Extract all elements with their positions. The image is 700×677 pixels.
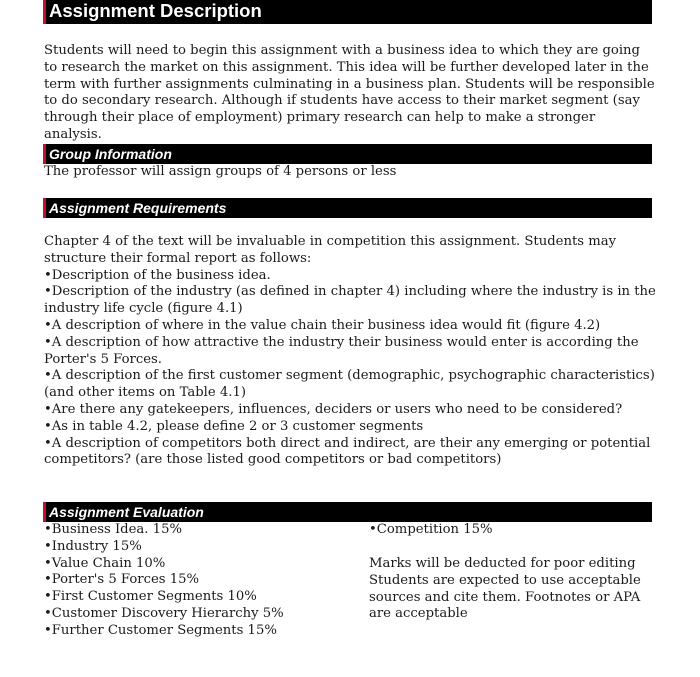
assignment-requirements-body (44, 234, 656, 469)
evaluation-right-column (369, 522, 493, 539)
assignment-evaluation-heading: Assignment Evaluation (43, 502, 652, 522)
assignment-description-heading: Assignment Description (43, 0, 652, 24)
requirement-item: •A description of the first customer segment (demographic, psychographic characteristics) (and other items on Table 4.1) (44, 368, 655, 401)
evaluation-item: •First Customer Segments 10% (44, 589, 257, 605)
group-information-heading: Group Information (43, 144, 652, 164)
evaluation-item: •Value Chain 10% (44, 555, 166, 571)
evaluation-item: •Customer Discovery Hierarchy 5% (44, 605, 284, 621)
description-paragraph: Students will need to begin this assignment with a business idea to which they are going to research the market on this assignment. This idea will be further developed later in the term with further assignments culminating in a business plan. Students will be responsible to do secondary research. Although if students have access to their market segment (say through their place of employment) primary research can help to make a stronger analysis. (44, 43, 655, 142)
requirement-item: •A description of where in the value chain their business idea would fit (figure 4.2) (44, 317, 601, 333)
evaluation-item: •Business Idea. 15% (44, 522, 182, 537)
evaluation-item: •Competition 15% (369, 522, 493, 537)
requirement-item: •Description of the business idea. (44, 267, 271, 283)
evaluation-item: •Further Customer Segments 15% (44, 622, 277, 638)
note-line: Students are expected to use acceptable (369, 572, 641, 588)
assignment-requirements-heading: Assignment Requirements (43, 198, 652, 218)
note-line: sources and cite them. Footnotes or APA (369, 589, 641, 605)
evaluation-weights-list (44, 522, 284, 640)
note-line: are acceptable (369, 606, 468, 622)
requirement-item: •Are there any gatekeepers, influences, deciders or users who need to be considered? (44, 401, 623, 417)
evaluation-item: •Porter's 5 Forces 15% (44, 572, 200, 588)
requirement-item: •A description of how attractive the industry their business would enter is according the Porter's 5 Forces. (44, 334, 639, 367)
evaluation-notes (369, 556, 641, 623)
requirement-item: •Description of the industry (as defined in chapter 4) including where the industry is in the industry life cycle (figure 4.1) (44, 284, 656, 317)
requirements-intro: Chapter 4 of the text will be invaluable in competition this assignment. Students may structure their formal report as follows: (44, 234, 617, 266)
note-line: Marks will be deducted for poor editing (369, 556, 636, 571)
group-information-text (44, 164, 656, 181)
assignment-description-text (44, 43, 656, 144)
requirement-item: •As in table 4.2, please define 2 or 3 customer segments (44, 418, 424, 434)
evaluation-item: •Industry 15% (44, 538, 142, 554)
group-paragraph: The professor will assign groups of 4 persons or less (44, 164, 397, 179)
requirement-item: •A description of competitors both direct and indirect, are their any emerging or potential competitors? (are those listed good competitors or bad competitors) (44, 435, 651, 468)
